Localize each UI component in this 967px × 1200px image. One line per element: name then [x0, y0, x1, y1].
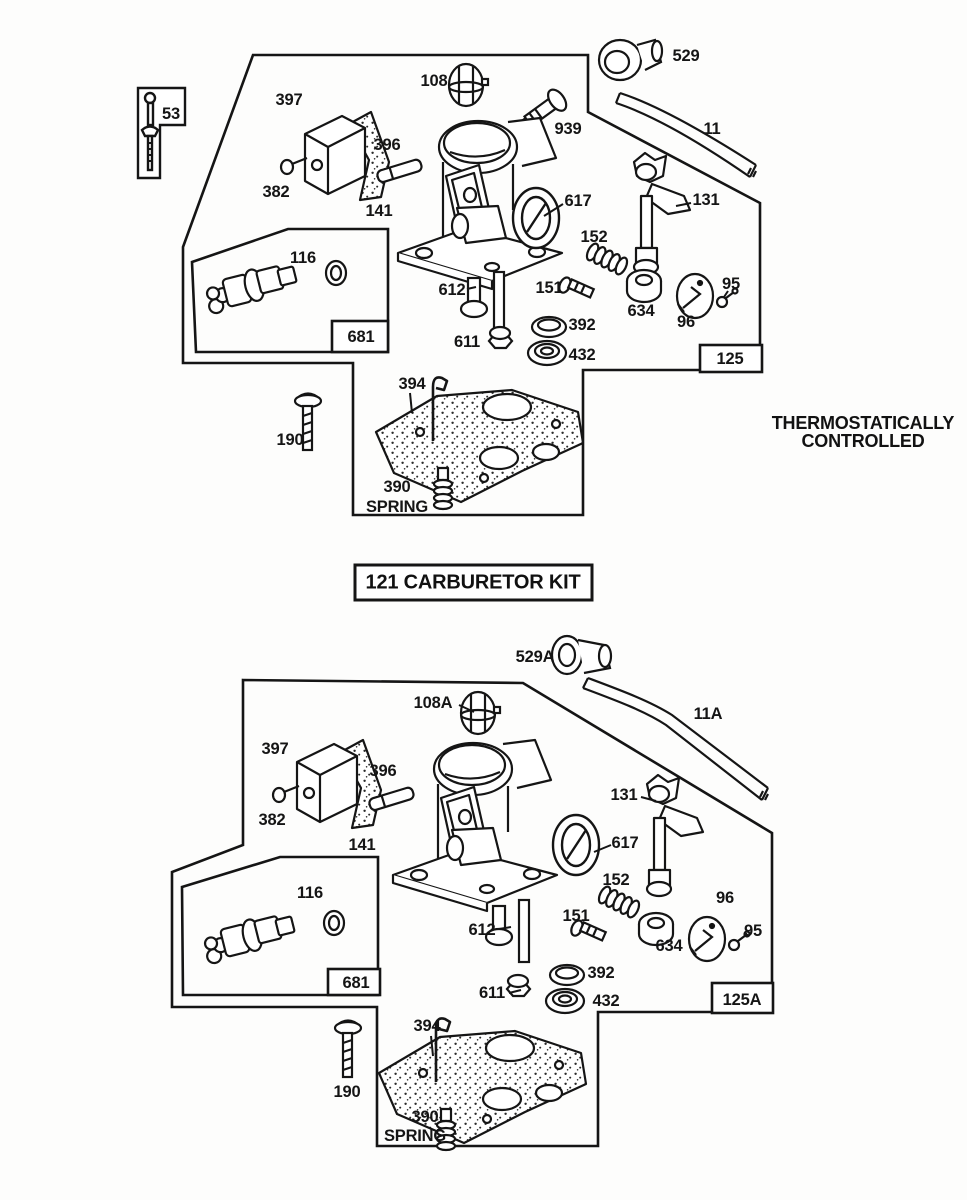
part-label-529: 529 [672, 46, 700, 65]
kit-banner-label: 121 CARBURETOR KIT [365, 571, 581, 594]
part-label-382: 382 [262, 182, 290, 201]
part-label-634: 634 [655, 936, 683, 955]
part-label-611: 611 [453, 332, 481, 351]
part-label-394: 394 [413, 1016, 441, 1035]
part-label-152: 152 [580, 227, 608, 246]
part-label-151: 151 [562, 906, 590, 925]
inset-label-box-681 [332, 321, 388, 352]
thermostatic-note-line2: CONTROLLED [801, 431, 925, 451]
part-label-108: 108 [420, 71, 448, 90]
part-label-432: 432 [592, 991, 620, 1010]
part-label-634: 634 [627, 301, 655, 320]
inset-box-53 [138, 88, 185, 178]
ref-box-125A [712, 983, 773, 1013]
part-label-390: 390 [383, 477, 411, 496]
part-label-390: 390 [411, 1107, 439, 1126]
inset-label-box-681-bottom [328, 969, 380, 995]
thermostatic-note-line1: THERMOSTATICALLY [771, 413, 955, 433]
part-label-190: 190 [333, 1082, 361, 1101]
part-label-617: 617 [564, 191, 592, 210]
part-label-95: 95 [722, 274, 740, 293]
part-label-125A: 125A [722, 990, 762, 1009]
part-label-151: 151 [535, 278, 563, 297]
part-label-396: 396 [373, 135, 401, 154]
part-label-11A: 11A [693, 704, 723, 723]
part-label-116: 116 [289, 248, 317, 267]
part-label-617: 617 [611, 833, 639, 852]
part-label-681: 681 [347, 327, 375, 346]
part-label-141: 141 [365, 201, 393, 220]
part-label-116: 116 [296, 883, 324, 902]
part-label-spring: SPRING [383, 1126, 447, 1145]
part-label-95: 95 [744, 921, 762, 940]
part-label-681: 681 [342, 973, 370, 992]
part-label-529A: 529A [515, 647, 555, 666]
part-label-141: 141 [348, 835, 376, 854]
part-label-612: 612 [468, 920, 496, 939]
part-label-432: 432 [568, 345, 596, 364]
part-label-131: 131 [692, 190, 720, 209]
part-label-11: 11 [703, 119, 721, 138]
part-label-396: 396 [369, 761, 397, 780]
bottom-diagram [172, 636, 773, 1150]
top-diagram [138, 40, 762, 515]
part-label-397: 397 [261, 739, 289, 758]
part-label-96: 96 [677, 312, 695, 331]
ref-box-125 [700, 345, 762, 372]
part-label-152: 152 [602, 870, 630, 889]
part-label-612: 612 [438, 280, 466, 299]
elbow-and-tube [599, 40, 756, 177]
part-label-382: 382 [258, 810, 286, 829]
part-label-611: 611 [478, 983, 506, 1002]
part-label-96: 96 [716, 888, 734, 907]
part-label-53: 53 [162, 104, 180, 123]
part-label-spring: SPRING [365, 497, 429, 516]
part-label-392: 392 [587, 963, 615, 982]
part-label-397: 397 [275, 90, 303, 109]
part-label-939: 939 [554, 119, 582, 138]
part-label-131: 131 [610, 785, 638, 804]
part-label-125: 125 [716, 349, 744, 368]
part-label-108A: 108A [413, 693, 453, 712]
part-label-394: 394 [398, 374, 426, 393]
part-label-190: 190 [276, 430, 304, 449]
part-label-392: 392 [568, 315, 596, 334]
